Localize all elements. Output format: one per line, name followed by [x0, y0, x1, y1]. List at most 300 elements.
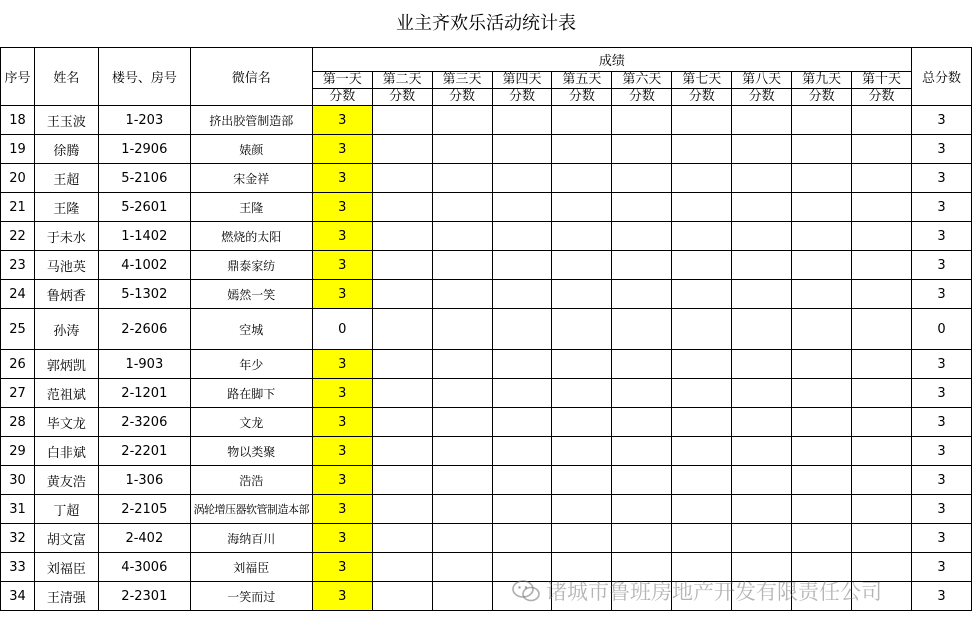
- table-row: [1, 106, 972, 135]
- cell-index: 33: [1, 553, 35, 582]
- cell-day-8: [732, 164, 792, 193]
- cell-day-10: [852, 164, 912, 193]
- sheet-title: 业主齐欢乐活动统计表: [396, 13, 576, 34]
- cell-day-9: [792, 106, 852, 135]
- cell-day-8: [732, 466, 792, 495]
- cell-day-1: 3: [312, 280, 372, 309]
- cell-day-8: [732, 582, 792, 611]
- cell-day-5: [552, 553, 612, 582]
- cell-day-7: [672, 251, 732, 280]
- header-score-label: 分数: [312, 89, 372, 106]
- cell-day-5: [552, 280, 612, 309]
- cell-name: 于未水: [34, 222, 98, 251]
- table-row: [1, 437, 972, 466]
- cell-index: 25: [1, 309, 35, 350]
- cell-room: 2-2606: [98, 309, 190, 350]
- cell-day-9: [792, 408, 852, 437]
- cell-wechat: 浩浩: [190, 466, 312, 495]
- cell-day-10: [852, 193, 912, 222]
- cell-index: 19: [1, 135, 35, 164]
- cell-day-2: [372, 280, 432, 309]
- cell-day-6: [612, 280, 672, 309]
- header-day-1: 第一天: [312, 72, 372, 89]
- cell-index: 22: [1, 222, 35, 251]
- table-row: [1, 164, 972, 193]
- cell-day-8: [732, 553, 792, 582]
- cell-day-3: [432, 524, 492, 553]
- cell-day-5: [552, 466, 612, 495]
- table-row: [1, 251, 972, 280]
- cell-total: 3: [911, 582, 971, 611]
- table-row: [1, 495, 972, 524]
- cell-total: 3: [911, 350, 971, 379]
- cell-wechat: 涡轮增压器软管制造本部: [190, 495, 312, 524]
- cell-day-8: [732, 379, 792, 408]
- cell-day-5: [552, 106, 612, 135]
- table-row: [1, 408, 972, 437]
- cell-room: 1-1402: [98, 222, 190, 251]
- cell-day-1: 3: [312, 495, 372, 524]
- cell-day-2: [372, 106, 432, 135]
- cell-day-8: [732, 193, 792, 222]
- cell-room: 1-903: [98, 350, 190, 379]
- cell-day-8: [732, 251, 792, 280]
- cell-total: 3: [911, 408, 971, 437]
- cell-name: 郭炳凯: [34, 350, 98, 379]
- cell-room: 1-306: [98, 466, 190, 495]
- cell-day-6: [612, 251, 672, 280]
- cell-day-7: [672, 466, 732, 495]
- cell-room: 2-2201: [98, 437, 190, 466]
- table-row: [1, 280, 972, 309]
- cell-day-1: 3: [312, 466, 372, 495]
- cell-day-5: [552, 222, 612, 251]
- cell-total: 3: [911, 379, 971, 408]
- table-row: [1, 222, 972, 251]
- cell-name: 马池英: [34, 251, 98, 280]
- cell-index: 28: [1, 408, 35, 437]
- cell-day-6: [612, 582, 672, 611]
- cell-day-7: [672, 193, 732, 222]
- cell-day-6: [612, 437, 672, 466]
- cell-day-5: [552, 135, 612, 164]
- table-body: [1, 106, 972, 611]
- cell-day-8: [732, 280, 792, 309]
- cell-room: 4-1002: [98, 251, 190, 280]
- table-row: [1, 350, 972, 379]
- cell-day-4: [492, 106, 552, 135]
- cell-day-9: [792, 495, 852, 524]
- cell-total: 3: [911, 553, 971, 582]
- cell-day-2: [372, 466, 432, 495]
- cell-day-4: [492, 135, 552, 164]
- header-score-label: 分数: [732, 89, 792, 106]
- cell-day-9: [792, 524, 852, 553]
- cell-day-2: [372, 553, 432, 582]
- cell-room: 2-2301: [98, 582, 190, 611]
- cell-day-3: [432, 350, 492, 379]
- cell-day-5: [552, 350, 612, 379]
- cell-name: 徐腾: [34, 135, 98, 164]
- cell-day-9: [792, 582, 852, 611]
- cell-day-8: [732, 350, 792, 379]
- cell-day-2: [372, 582, 432, 611]
- cell-wechat: 嫣然一笑: [190, 280, 312, 309]
- cell-day-6: [612, 379, 672, 408]
- cell-name: 孙涛: [34, 309, 98, 350]
- cell-day-10: [852, 495, 912, 524]
- cell-day-6: [612, 309, 672, 350]
- cell-day-6: [612, 164, 672, 193]
- cell-index: 27: [1, 379, 35, 408]
- cell-day-9: [792, 553, 852, 582]
- cell-day-9: [792, 350, 852, 379]
- table-row: [1, 553, 972, 582]
- header-index: 序号: [1, 48, 35, 106]
- cell-room: 5-1302: [98, 280, 190, 309]
- cell-day-10: [852, 251, 912, 280]
- cell-day-6: [612, 408, 672, 437]
- cell-day-7: [672, 495, 732, 524]
- cell-day-9: [792, 251, 852, 280]
- cell-day-6: [612, 193, 672, 222]
- cell-day-1: 3: [312, 553, 372, 582]
- cell-name: 黄友浩: [34, 466, 98, 495]
- cell-day-2: [372, 222, 432, 251]
- cell-day-1: 3: [312, 251, 372, 280]
- cell-index: 18: [1, 106, 35, 135]
- cell-day-1: 3: [312, 582, 372, 611]
- cell-total: 3: [911, 222, 971, 251]
- cell-day-5: [552, 524, 612, 553]
- cell-total: 0: [911, 309, 971, 350]
- cell-day-8: [732, 222, 792, 251]
- cell-day-8: [732, 135, 792, 164]
- cell-day-2: [372, 135, 432, 164]
- cell-wechat: 王隆: [190, 193, 312, 222]
- cell-day-5: [552, 437, 612, 466]
- header-day-8: 第八天: [732, 72, 792, 89]
- cell-day-1: 3: [312, 193, 372, 222]
- header-day-3: 第三天: [432, 72, 492, 89]
- header-day-6: 第六天: [612, 72, 672, 89]
- cell-day-7: [672, 379, 732, 408]
- cell-day-2: [372, 350, 432, 379]
- cell-name: 王超: [34, 164, 98, 193]
- cell-day-2: [372, 251, 432, 280]
- cell-wechat: 路在脚下: [190, 379, 312, 408]
- cell-wechat: 年少: [190, 350, 312, 379]
- cell-wechat: 物以类聚: [190, 437, 312, 466]
- cell-day-7: [672, 437, 732, 466]
- cell-name: 胡文富: [34, 524, 98, 553]
- cell-index: 32: [1, 524, 35, 553]
- cell-wechat: 燃烧的太阳: [190, 222, 312, 251]
- cell-day-2: [372, 164, 432, 193]
- table-row: [1, 582, 972, 611]
- table-row: [1, 193, 972, 222]
- cell-day-4: [492, 280, 552, 309]
- cell-day-6: [612, 495, 672, 524]
- cell-day-7: [672, 222, 732, 251]
- cell-day-9: [792, 222, 852, 251]
- cell-day-4: [492, 582, 552, 611]
- cell-day-4: [492, 379, 552, 408]
- cell-room: 2-402: [98, 524, 190, 553]
- cell-total: 3: [911, 280, 971, 309]
- cell-wechat: 婊颜: [190, 135, 312, 164]
- cell-day-6: [612, 524, 672, 553]
- cell-total: 3: [911, 135, 971, 164]
- cell-day-9: [792, 280, 852, 309]
- cell-day-7: [672, 408, 732, 437]
- cell-day-4: [492, 222, 552, 251]
- cell-day-6: [612, 350, 672, 379]
- cell-day-3: [432, 466, 492, 495]
- header-score-group: 成绩: [312, 48, 911, 72]
- cell-day-9: [792, 437, 852, 466]
- cell-day-1: 0: [312, 309, 372, 350]
- cell-index: 24: [1, 280, 35, 309]
- cell-room: 1-2906: [98, 135, 190, 164]
- cell-day-5: [552, 193, 612, 222]
- cell-day-1: 3: [312, 524, 372, 553]
- cell-wechat: 一笑而过: [190, 582, 312, 611]
- cell-day-9: [792, 466, 852, 495]
- header-total: 总分数: [911, 48, 971, 106]
- cell-day-8: [732, 437, 792, 466]
- cell-wechat: 鼎泰家纺: [190, 251, 312, 280]
- cell-name: 王清强: [34, 582, 98, 611]
- cell-wechat: 空城: [190, 309, 312, 350]
- table-row: [1, 309, 972, 350]
- cell-room: 1-203: [98, 106, 190, 135]
- cell-day-10: [852, 408, 912, 437]
- cell-day-8: [732, 524, 792, 553]
- cell-day-1: 3: [312, 350, 372, 379]
- cell-total: 3: [911, 164, 971, 193]
- cell-day-4: [492, 437, 552, 466]
- cell-wechat: 宋金祥: [190, 164, 312, 193]
- cell-day-5: [552, 582, 612, 611]
- cell-day-4: [492, 251, 552, 280]
- cell-day-7: [672, 280, 732, 309]
- cell-day-3: [432, 437, 492, 466]
- cell-day-3: [432, 309, 492, 350]
- cell-day-7: [672, 582, 732, 611]
- header-day-9: 第九天: [792, 72, 852, 89]
- cell-day-10: [852, 106, 912, 135]
- cell-day-3: [432, 193, 492, 222]
- cell-index: 29: [1, 437, 35, 466]
- cell-day-4: [492, 193, 552, 222]
- cell-day-1: 3: [312, 164, 372, 193]
- cell-day-5: [552, 309, 612, 350]
- cell-day-3: [432, 408, 492, 437]
- cell-day-7: [672, 350, 732, 379]
- cell-day-3: [432, 495, 492, 524]
- cell-index: 23: [1, 251, 35, 280]
- activity-table: [0, 47, 972, 611]
- cell-day-5: [552, 251, 612, 280]
- cell-total: 3: [911, 251, 971, 280]
- header-wechat: 微信名: [190, 48, 312, 106]
- cell-name: 范祖斌: [34, 379, 98, 408]
- cell-name: 王隆: [34, 193, 98, 222]
- cell-day-1: 3: [312, 106, 372, 135]
- cell-day-2: [372, 437, 432, 466]
- header-day-2: 第二天: [372, 72, 432, 89]
- table-row: [1, 524, 972, 553]
- cell-day-6: [612, 106, 672, 135]
- cell-day-7: [672, 524, 732, 553]
- cell-day-5: [552, 164, 612, 193]
- cell-day-3: [432, 106, 492, 135]
- cell-day-10: [852, 135, 912, 164]
- header-score-label: 分数: [852, 89, 912, 106]
- header-day-5: 第五天: [552, 72, 612, 89]
- cell-room: 4-3006: [98, 553, 190, 582]
- cell-name: 丁超: [34, 495, 98, 524]
- cell-day-9: [792, 193, 852, 222]
- cell-day-8: [732, 495, 792, 524]
- header-score-label: 分数: [612, 89, 672, 106]
- table-row: [1, 379, 972, 408]
- cell-day-2: [372, 524, 432, 553]
- cell-day-2: [372, 408, 432, 437]
- cell-day-3: [432, 164, 492, 193]
- cell-day-10: [852, 379, 912, 408]
- cell-day-10: [852, 309, 912, 350]
- cell-name: 刘福臣: [34, 553, 98, 582]
- header-day-10: 第十天: [852, 72, 912, 89]
- cell-wechat: 刘福臣: [190, 553, 312, 582]
- cell-day-9: [792, 164, 852, 193]
- header-name: 姓名: [34, 48, 98, 106]
- cell-day-3: [432, 379, 492, 408]
- cell-day-1: 3: [312, 379, 372, 408]
- watermark-text: 诸城市鲁班房地产开发有限责任公司: [546, 580, 882, 604]
- cell-day-9: [792, 379, 852, 408]
- header-score-label: 分数: [792, 89, 852, 106]
- cell-day-10: [852, 553, 912, 582]
- cell-day-5: [552, 379, 612, 408]
- cell-day-9: [792, 309, 852, 350]
- cell-room: 5-2601: [98, 193, 190, 222]
- cell-day-10: [852, 280, 912, 309]
- cell-day-10: [852, 222, 912, 251]
- cell-day-8: [732, 106, 792, 135]
- cell-day-5: [552, 495, 612, 524]
- cell-total: 3: [911, 466, 971, 495]
- cell-day-6: [612, 222, 672, 251]
- cell-day-3: [432, 135, 492, 164]
- header-day-4: 第四天: [492, 72, 552, 89]
- cell-name: 毕文龙: [34, 408, 98, 437]
- cell-day-3: [432, 251, 492, 280]
- cell-room: 2-1201: [98, 379, 190, 408]
- cell-day-3: [432, 222, 492, 251]
- cell-day-8: [732, 408, 792, 437]
- header-score-label: 分数: [672, 89, 732, 106]
- header-score-label: 分数: [492, 89, 552, 106]
- header-score-label: 分数: [372, 89, 432, 106]
- cell-day-10: [852, 466, 912, 495]
- table-row: [1, 466, 972, 495]
- cell-day-6: [612, 466, 672, 495]
- cell-day-3: [432, 280, 492, 309]
- cell-day-2: [372, 193, 432, 222]
- cell-room: 5-2106: [98, 164, 190, 193]
- cell-day-2: [372, 309, 432, 350]
- cell-day-3: [432, 582, 492, 611]
- cell-index: 34: [1, 582, 35, 611]
- cell-day-4: [492, 350, 552, 379]
- cell-day-4: [492, 524, 552, 553]
- cell-day-10: [852, 350, 912, 379]
- cell-day-6: [612, 553, 672, 582]
- cell-day-1: 3: [312, 437, 372, 466]
- cell-name: 王玉波: [34, 106, 98, 135]
- cell-day-4: [492, 466, 552, 495]
- cell-wechat: 文龙: [190, 408, 312, 437]
- cell-day-4: [492, 309, 552, 350]
- cell-day-4: [492, 553, 552, 582]
- cell-room: 2-3206: [98, 408, 190, 437]
- cell-day-5: [552, 408, 612, 437]
- cell-name: 鲁炳香: [34, 280, 98, 309]
- cell-total: 3: [911, 193, 971, 222]
- cell-day-2: [372, 495, 432, 524]
- cell-total: 3: [911, 524, 971, 553]
- cell-index: 30: [1, 466, 35, 495]
- cell-day-7: [672, 135, 732, 164]
- cell-name: 白非斌: [34, 437, 98, 466]
- cell-day-1: 3: [312, 222, 372, 251]
- cell-day-2: [372, 379, 432, 408]
- cell-index: 31: [1, 495, 35, 524]
- cell-wechat: 挤出胶管制造部: [190, 106, 312, 135]
- cell-day-10: [852, 524, 912, 553]
- header-room: 楼号、房号: [98, 48, 190, 106]
- cell-day-10: [852, 437, 912, 466]
- cell-day-1: 3: [312, 135, 372, 164]
- cell-day-8: [732, 309, 792, 350]
- cell-day-7: [672, 553, 732, 582]
- cell-day-3: [432, 553, 492, 582]
- cell-wechat: 海纳百川: [190, 524, 312, 553]
- cell-day-9: [792, 135, 852, 164]
- cell-day-4: [492, 495, 552, 524]
- cell-day-7: [672, 309, 732, 350]
- header-score-label: 分数: [552, 89, 612, 106]
- cell-total: 3: [911, 437, 971, 466]
- cell-index: 20: [1, 164, 35, 193]
- header-day-7: 第七天: [672, 72, 732, 89]
- cell-day-1: 3: [312, 408, 372, 437]
- table-row: [1, 135, 972, 164]
- cell-room: 2-2105: [98, 495, 190, 524]
- cell-total: 3: [911, 106, 971, 135]
- cell-total: 3: [911, 495, 971, 524]
- cell-index: 26: [1, 350, 35, 379]
- cell-day-6: [612, 135, 672, 164]
- cell-day-4: [492, 408, 552, 437]
- header-score-label: 分数: [432, 89, 492, 106]
- cell-index: 21: [1, 193, 35, 222]
- cell-day-4: [492, 164, 552, 193]
- cell-day-10: [852, 582, 912, 611]
